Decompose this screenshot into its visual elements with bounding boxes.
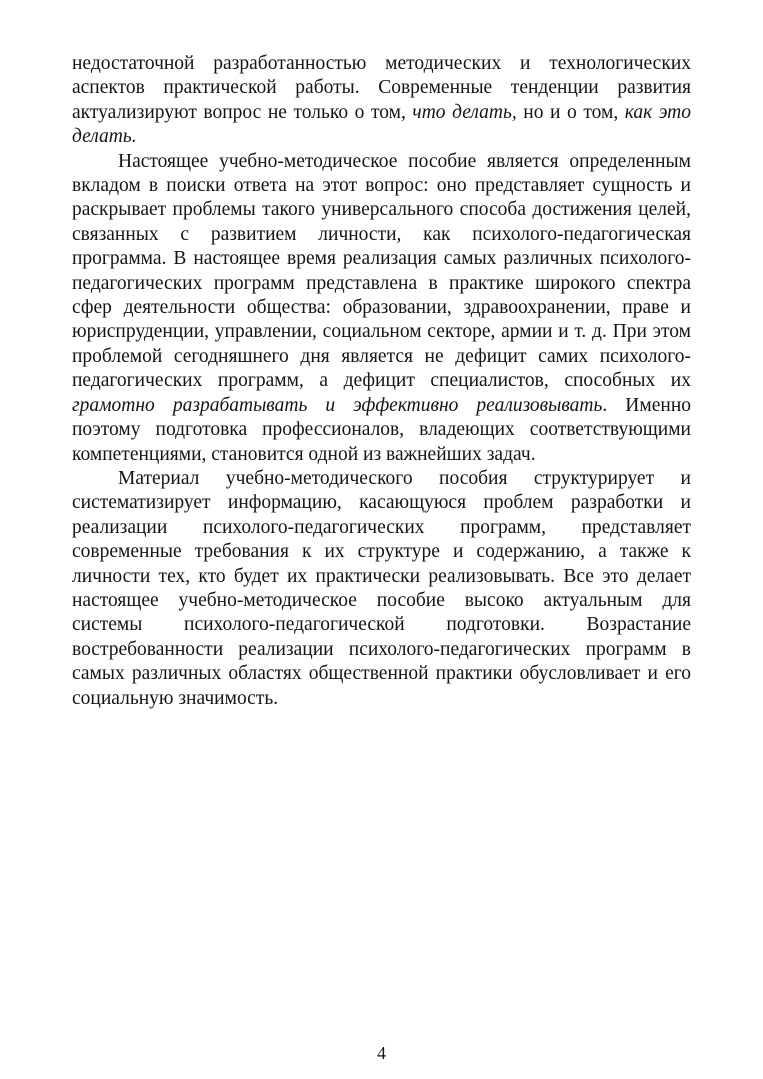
paragraph-2 [72, 150, 691, 467]
paragraph-1-text-2: но и о том, [516, 101, 625, 123]
paragraph-2-italic-phrase: грамотно разрабатывать и эффективно реализовывать [72, 394, 603, 416]
page-body [72, 52, 691, 711]
paragraph-1-italic-what-to-do: что делать, [412, 101, 517, 123]
paragraph-2-text-1: Настоящее учебно-методическое пособие является определенным вкладом в поиски ответа на этот вопрос: оно представляет сущность и раскрывает проблемы такого универсального способа достижения целей, связанных с развитием личности, как психолого-педагогическая программа. В настоящее время реализация самых различных психолого-педагогических программ представлена в практике широкого спектра сфер деятельности общества: образовании, здравоохранении, праве и юриспруденции, управлении, социальном секторе, армии и т. д. При этом проблемой сегодняшнего дня является не дефицит самих психолого-педагогических программ, а дефицит специалистов, способных их [72, 150, 691, 392]
paragraph-2-text-2: . Именно поэтому подготовка профессионалов, владеющих соответствующими компетенциями, становится одной из важнейших задач. [72, 394, 692, 465]
paragraph-1 [72, 52, 691, 150]
paragraph-1-italic-how-to-do: как это делать. [72, 101, 691, 148]
page-number: 4 [377, 1043, 386, 1063]
paragraph-3: Материал учебно-методического пособия структурирует и систематизирует информацию, касающуюся проблем разработки и реализации психолого-педагогических программ, представляет современные требования к их структуре и содержанию, а также к личности тех, кто будет их практически реализовывать. Все это делает настоящее учебно-методическое пособие высоко актуальным для системы психолого-педагогической подготовки. Возрастание востребованности реализации психолого-педагогических программ в самых различных областях общественной практики обусловливает и его социальную значимость. [72, 467, 691, 709]
paragraph-1-text-1: недостаточной разработанностью методических и технологических аспектов практической работы. Современные тенденции развития актуализируют вопрос не только о том, [72, 53, 691, 123]
